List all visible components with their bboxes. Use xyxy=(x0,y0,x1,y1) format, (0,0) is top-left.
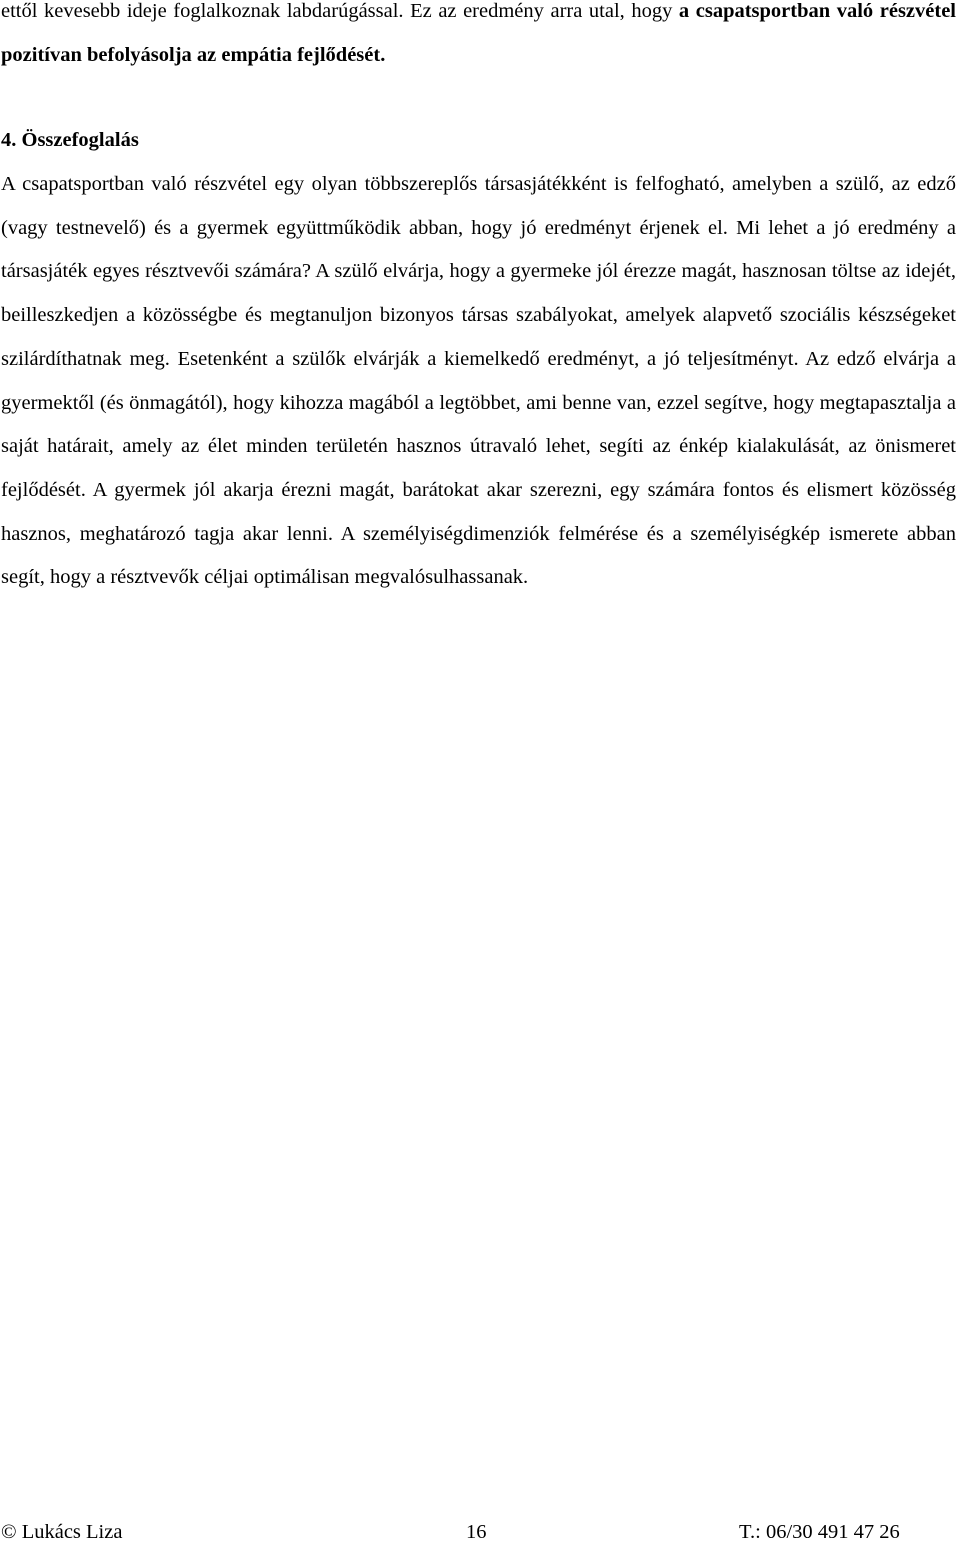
footer-phone: T.: 06/30 491 47 26 xyxy=(739,1521,900,1543)
intro-conclusion-bold: a csapatsportban való részvétel pozitívan befolyásolja az empátia fejlődését. xyxy=(1,0,956,66)
intro-paragraph xyxy=(1,0,956,77)
footer-page-number: 16 xyxy=(466,1521,487,1543)
footer-author: © Lukács Liza xyxy=(1,1521,123,1543)
section-heading: 4. Összefoglalás xyxy=(1,129,139,151)
intro-text: ettől kevesebb ideje foglalkoznak labdarúgással. Ez az eredmény arra utal, hogy xyxy=(1,0,679,22)
summary-paragraph: A csapatsportban való részvétel egy olyan többszereplős társasjátékként is felfogható, amelyben a szülő, az edző (vagy testnevelő) és a gyermek együttműködik abban, hogy jó eredményt érjenek el. Mi lehet a jó eredmény a társasjáték egyes résztvevői számára? A szülő elvárja, hogy a gyermeke jól érezze magát, hasznosan töltse az idejét, beilleszkedjen a közösségbe és megtanuljon bizonyos társas szabályokat, amelyek alapvető szociális készségeket szilárdíthatnak meg. Esetenként a szülők elvárják a kiemelkedő eredményt, a jó teljesítményt. Az edző elvárja a gyermektől (és önmagától), hogy kihozza magából a legtöbbet, ami benne van, ezzel segítve, hogy megtapasztalja a saját határait, amely az élet minden területén hasznos útravaló lehet, segíti az énkép kialakulását, az önismeret fejlődését. A gyermek jól akarja érezni magát, barátokat akar szerezni, egy számára fontos és elismert közösség hasznos, meghatározó tagja akar lenni. A személyiségdimenziók felmérése és a személyiségkép ismerete abban segít, hogy a résztvevők céljai optimálisan megvalósulhassanak. xyxy=(1,173,956,589)
